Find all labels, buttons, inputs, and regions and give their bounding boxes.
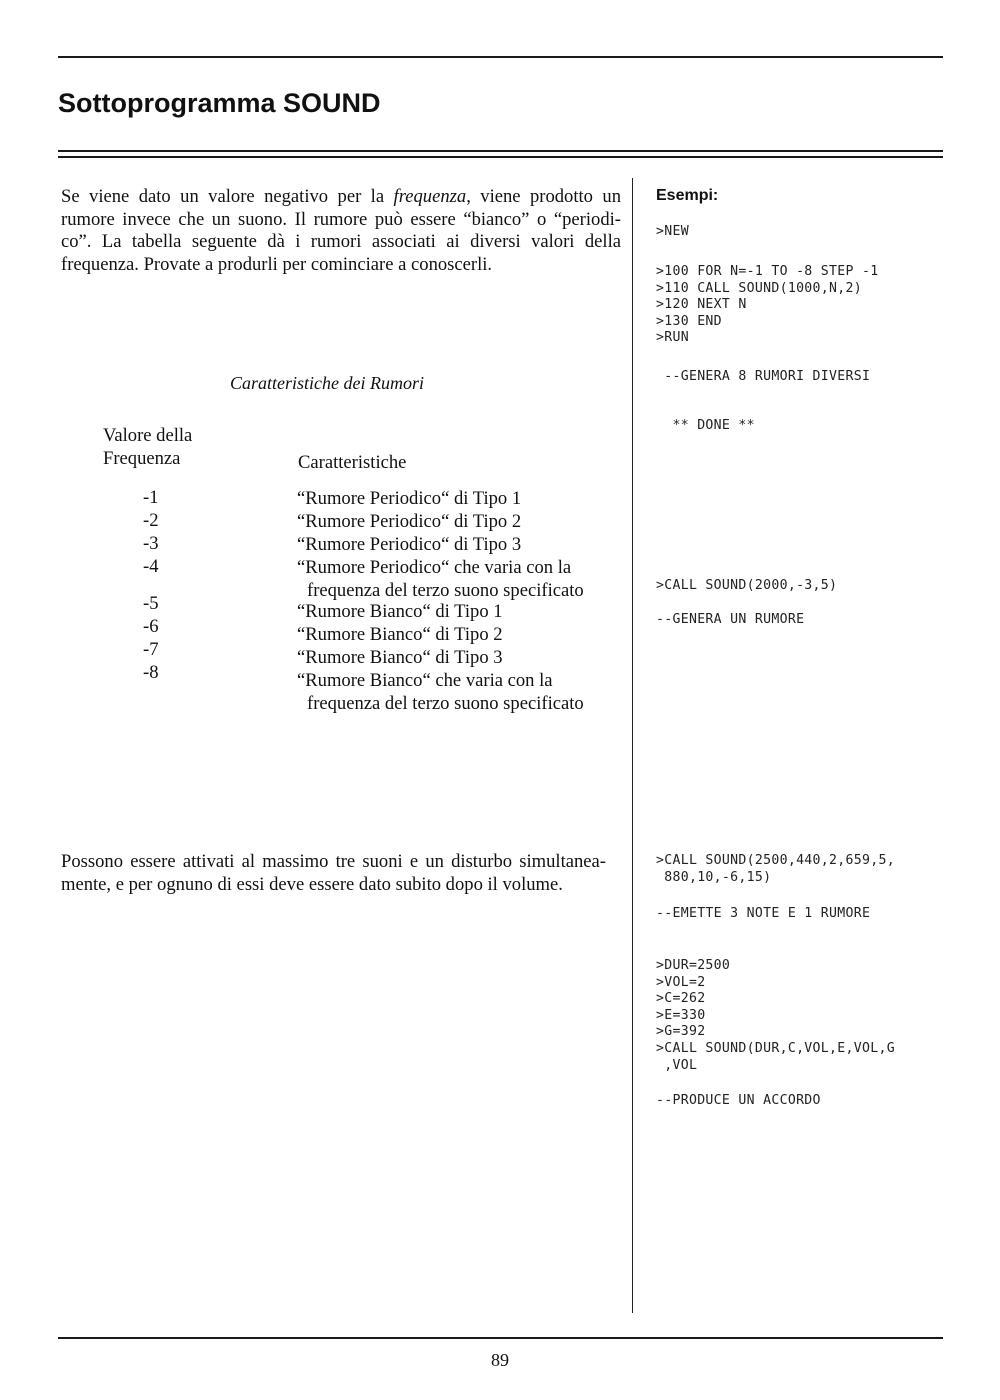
code-chord-listing: >DUR=2500 >VOL=2 >C=262 >E=330 >G=392 >CALL SOUND(DUR,C,VOL,E,VOL,G ,VOL [656, 958, 895, 1073]
code-comment: --EMETTE 3 NOTE E 1 RUMORE [656, 906, 871, 921]
intro-text: Se viene dato un valore negativo per la [61, 186, 394, 207]
column-header-value-line1: Valore della [103, 425, 193, 446]
table-value: -2 [143, 510, 159, 531]
code-comment: --GENERA 8 RUMORI DIVERSI [656, 369, 871, 384]
title-rule-1 [58, 150, 943, 152]
intro-italic-word: frequenza [393, 186, 467, 207]
code-program-listing: >100 FOR N=-1 TO -8 STEP -1 >110 CALL SOUND(1000,N,2) >120 NEXT N >130 END >RUN [656, 264, 879, 346]
paragraph-line: mente, e per ognuno di essi deve essere dato subito dopo il volume. [61, 873, 563, 895]
bottom-rule [58, 1337, 943, 1339]
table-characteristic: “Rumore Bianco“ di Tipo 3 [297, 647, 503, 668]
code-new: >NEW [656, 224, 689, 239]
table-characteristic: “Rumore Periodico“ di Tipo 3 [297, 534, 522, 555]
code-done: ** DONE ** [656, 418, 755, 433]
table-characteristic: “Rumore Periodico“ di Tipo 2 [297, 511, 522, 532]
code-call-sound: >CALL SOUND(2500,440,2,659,5, 880,10,-6,15) [656, 853, 895, 885]
table-characteristic-line1: “Rumore Periodico“ che varia con la [297, 557, 572, 578]
page-number: 89 [491, 1350, 509, 1370]
column-divider [632, 178, 633, 1313]
intro-text: frequenza. Provate a produrli per cominciare a conoscerli. [61, 253, 493, 275]
code-comment: --GENERA UN RUMORE [656, 612, 805, 627]
intro-text: co”. La tabella seguente dà i rumori associati ai diversi valori della [61, 231, 621, 252]
title-rule-2 [58, 156, 943, 158]
simultaneous-sounds-paragraph [61, 851, 606, 896]
column-header-characteristics: Caratteristiche [298, 452, 407, 473]
column-header-value-line2: Frequenza [103, 448, 181, 469]
code-call-sound: >CALL SOUND(2000,-3,5) [656, 578, 838, 593]
table-value: -4 [143, 556, 159, 577]
table-characteristic-line2: frequenza del terzo suono specificato [307, 580, 584, 601]
table-characteristic-line1: “Rumore Bianco“ che varia con la [297, 670, 553, 691]
intro-text: rumore invece che un suono. Il rumore può essere “bianco” o “periodi- [61, 208, 621, 230]
table-value: -3 [143, 533, 159, 554]
table-value: -1 [143, 487, 159, 508]
table-characteristic [297, 556, 584, 602]
table-characteristic: “Rumore Bianco“ di Tipo 1 [297, 601, 503, 622]
table-value: -8 [143, 662, 159, 683]
intro-paragraph [61, 186, 621, 276]
page-title: Sottoprogramma SOUND [58, 88, 381, 118]
table-characteristic: “Rumore Bianco“ di Tipo 2 [297, 624, 503, 645]
table-value: -6 [143, 616, 159, 637]
table-characteristic-line2: frequenza del terzo suono specificato [307, 693, 584, 714]
table-characteristic [297, 669, 584, 715]
table-value: -5 [143, 593, 159, 614]
intro-text: , viene prodotto un [466, 186, 622, 207]
code-comment: --PRODUCE UN ACCORDO [656, 1093, 821, 1108]
examples-heading: Esempi: [656, 187, 719, 204]
paragraph-line: Possono essere attivati al massimo tre suoni e un disturbo simultanea- [61, 851, 606, 872]
table-value: -7 [143, 639, 159, 660]
top-rule [58, 56, 943, 58]
table-characteristic: “Rumore Periodico“ di Tipo 1 [297, 488, 522, 509]
table-title: Caratteristiche dei Rumori [230, 373, 424, 393]
column-header-value [103, 424, 192, 470]
